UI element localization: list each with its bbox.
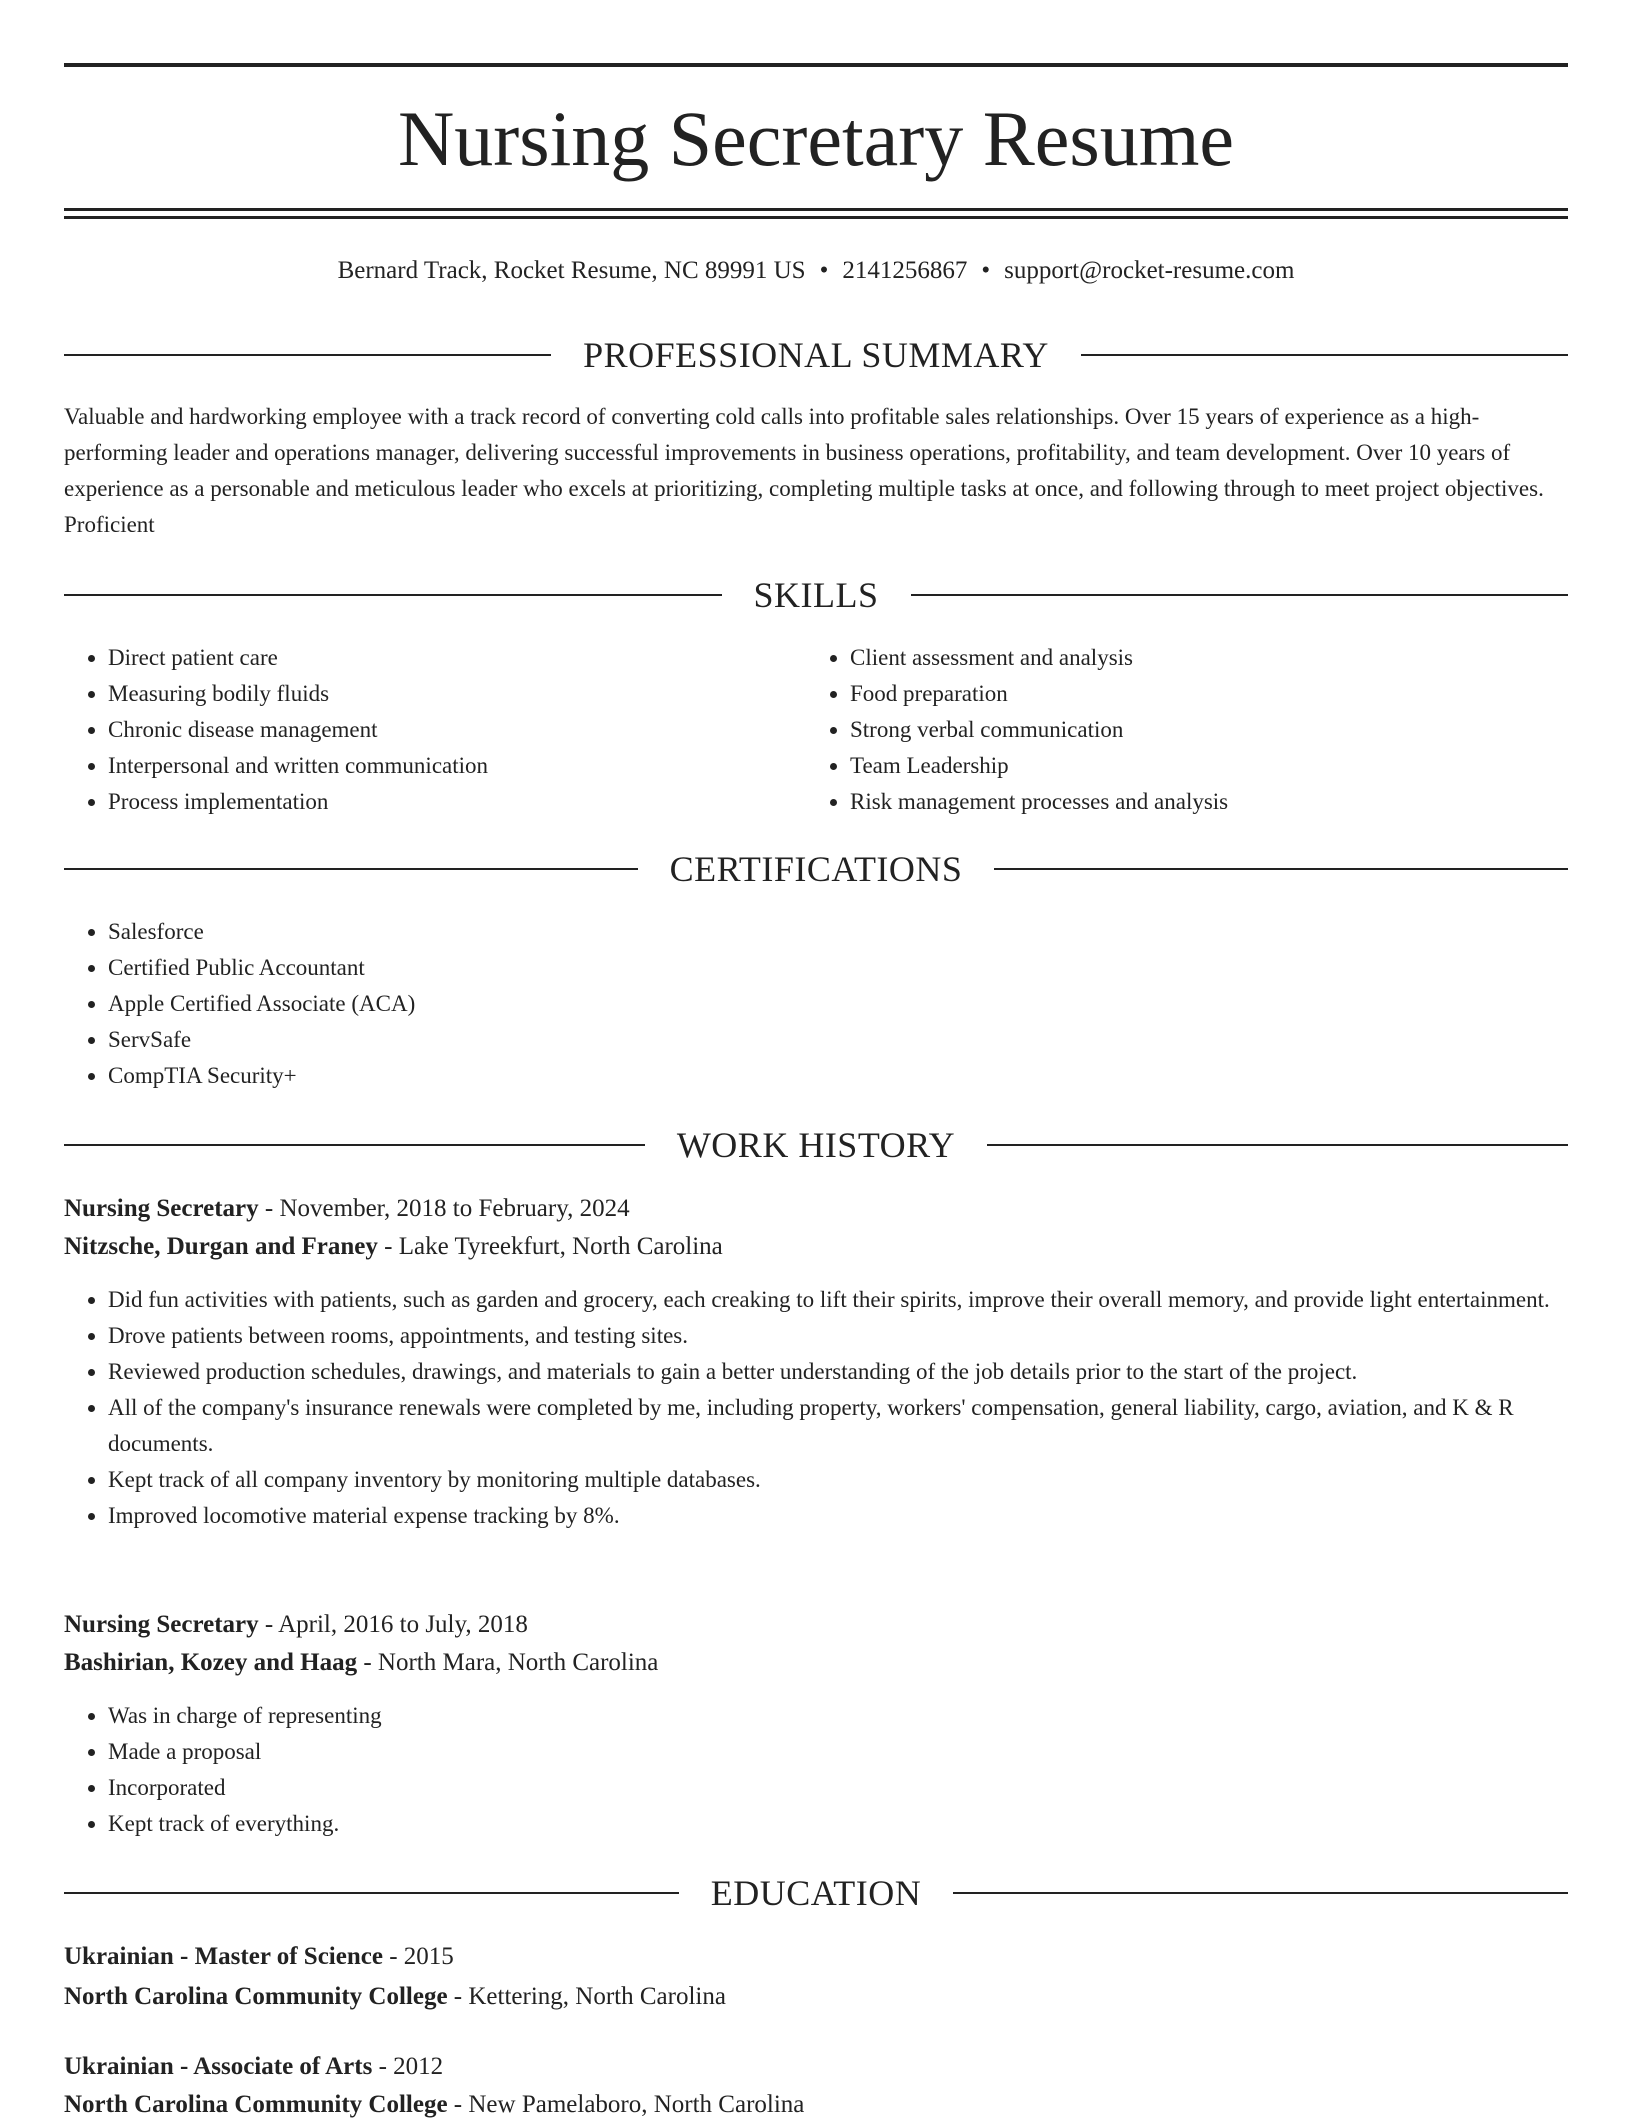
section-title: WORK HISTORY [676,1125,956,1165]
title-rule-upper [64,208,1568,211]
education-school: North Carolina Community College [64,2091,448,2118]
job-dates: - November, 2018 to February, 2024 [258,1195,630,1222]
education-school: North Carolina Community College [64,1983,448,2010]
job-company-line [64,1644,1568,1682]
section-title: CERTIFICATIONS [669,849,963,889]
job-duties-list [64,1698,1612,1842]
list-item: • Chronic disease management [108,712,808,748]
list-item: • Certified Public Accountant [108,950,1612,986]
education-degree: Ukrainian - Master of Science [64,1943,383,1970]
job-title-line [64,1606,1568,1644]
list-item: • Was in charge of representing [108,1698,1612,1734]
page-title: Nursing Secretary Resume [397,95,1235,182]
contact-address: Bernard Track, Rocket Resume, NC 89991 US [337,257,806,284]
job-title-line [64,1190,1568,1228]
heading-rule [994,868,1568,870]
list-item: • Made a proposal [108,1734,1612,1770]
job-title: Nursing Secretary [64,1195,259,1222]
education-school-line [64,2086,1568,2124]
section-heading-summary [64,333,1568,377]
heading-rule [64,868,638,870]
heading-rule [64,1892,679,1894]
skills-list-left [64,640,808,820]
certifications-list [64,914,1612,1094]
list-item: • Improved locomotive material expense tracking by 8%. [108,1498,1612,1534]
education-year: - 2015 [382,1943,454,1970]
summary-paragraph: Valuable and hardworking employee with a track record of converting cold calls into profitable sales relationships. Over 15 years of experience as a high-performing leader and operations manager, delivering successful improvements in business operations, profitability, and team development. Over 10 years of experience as a personable and meticulous leader who excels at prioritizing, completing multiple tasks at once, and following through to meet project objectives. Proficient [64,404,1544,537]
list-item: • Strong verbal communication [850,712,1610,748]
heading-rule [64,354,551,356]
skills-list-right [806,640,1610,820]
job-title: Nursing Secretary [64,1611,259,1638]
job-company: Nitzsche, Durgan and Franey [64,1233,378,1260]
education-location: - Kettering, North Carolina [447,1983,726,2010]
list-item: • Kept track of all company inventory by monitoring multiple databases. [108,1462,1612,1498]
list-item: • Process implementation [108,784,808,820]
contact-line [64,254,1568,288]
list-item: • Risk management processes and analysis [850,784,1610,820]
education-location: - New Pamelaboro, North Carolina [447,2091,805,2118]
section-heading-work-history [64,1123,1568,1167]
list-item: • Incorporated [108,1770,1612,1806]
education-year: - 2012 [372,2053,444,2080]
contact-email: support@rocket-resume.com [1004,257,1295,284]
top-rule [64,63,1568,67]
heading-rule [911,594,1569,596]
list-item: • Interpersonal and written communication [108,748,808,784]
education-school-line [64,1978,1568,2016]
job-duties-list [64,1282,1612,1534]
section-heading-education [64,1871,1568,1915]
section-title: SKILLS [753,575,879,615]
heading-rule [64,594,722,596]
heading-rule [953,1892,1568,1894]
list-item: • Apple Certified Associate (ACA) [108,986,1612,1022]
section-title: PROFESSIONAL SUMMARY [583,335,1049,375]
heading-rule [1081,354,1568,356]
job-dates: - April, 2016 to July, 2018 [258,1611,528,1638]
contact-separator: • [981,257,991,284]
education-degree-line [64,1938,1568,1976]
list-item: • Food preparation [850,676,1610,712]
list-item: • Reviewed production schedules, drawings, and materials to gain a better understanding of the job details prior to the start of the project. [108,1354,1612,1390]
education-degree: Ukrainian - Associate of Arts [64,2053,373,2080]
list-item: • Salesforce [108,914,1612,950]
heading-rule [64,1144,645,1146]
job-location: - North Mara, North Carolina [357,1649,659,1676]
section-heading-skills [64,573,1568,617]
job-company-line [64,1228,1568,1266]
education-degree-line [64,2048,1568,2086]
list-item: • CompTIA Security+ [108,1058,1612,1094]
heading-rule [987,1144,1568,1146]
section-heading-certifications [64,847,1568,891]
job-location: - Lake Tyreekfurt, North Carolina [377,1233,723,1260]
contact-separator: • [819,257,829,284]
contact-phone: 2141256867 [842,257,968,284]
list-item: • Did fun activities with patients, such as garden and grocery, each creaking to lift their spirits, improve their overall memory, and provide light entertainment. [108,1282,1612,1318]
list-item: • Client assessment and analysis [850,640,1610,676]
section-title: EDUCATION [710,1873,922,1913]
title-rule-lower [64,216,1568,219]
job-company: Bashirian, Kozey and Haag [64,1649,358,1676]
list-item: • Direct patient care [108,640,808,676]
list-item: • Team Leadership [850,748,1610,784]
list-item: • ServSafe [108,1022,1612,1058]
list-item: • All of the company's insurance renewals were completed by me, including property, workers' compensation, general liability, cargo, aviation, and K & R documents. [108,1390,1612,1462]
list-item: • Measuring bodily fluids [108,676,808,712]
list-item: • Drove patients between rooms, appointments, and testing sites. [108,1318,1612,1354]
list-item: • Kept track of everything. [108,1806,1612,1842]
